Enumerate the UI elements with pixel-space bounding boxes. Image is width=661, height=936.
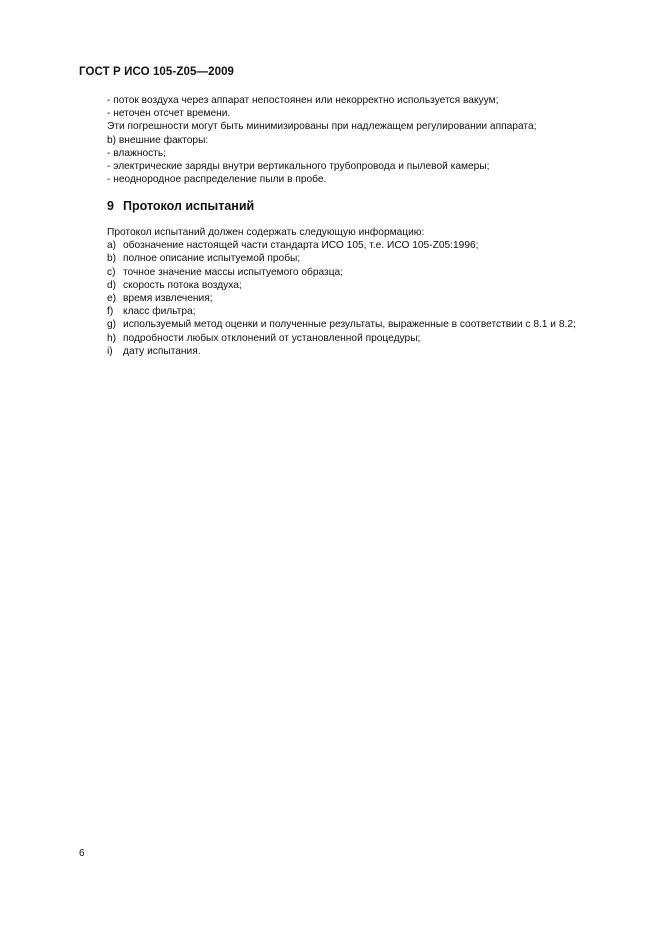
list-item [107, 239, 627, 252]
list-item [107, 279, 627, 292]
list-item-marker: b) [107, 253, 117, 265]
intro-text-block [107, 94, 627, 186]
list-item [107, 318, 627, 331]
list-item-text: класс фильтра; [123, 306, 196, 318]
list-item [107, 252, 627, 265]
list-item-text: полное описание испытуемой пробы; [123, 253, 301, 265]
intro-line: - влажность; [107, 147, 167, 159]
page-number: 6 [79, 848, 85, 859]
list-item [107, 332, 627, 345]
list-item-marker: d) [107, 279, 117, 291]
list-item-text: время извлечения; [123, 293, 213, 305]
intro-line: - электрические заряды внутри вертикального трубопровода и пылевой камеры; [107, 161, 490, 173]
list-item-marker: a) [107, 240, 117, 252]
list-item-text: обозначение настоящей части стандарта ИСО 105, т.е. ИСО 105-Z05:1996; [123, 240, 479, 252]
list-item-text: используемый метод оценки и полученные результаты, выраженные в соответствии с 8.1 и 8.2; [123, 319, 576, 331]
list-item [107, 292, 627, 305]
list-item [107, 266, 627, 279]
intro-line: Эти погрешности могут быть минимизированы при надлежащем регулировании аппарата; [107, 121, 537, 133]
list-item-marker: f) [107, 306, 114, 318]
list-item-marker: e) [107, 293, 117, 305]
section-number: 9 [107, 199, 114, 213]
list-item-text: подробности любых отклонений от установленной процедуры; [123, 332, 421, 344]
list-intro: Протокол испытаний должен содержать следующую информацию: [107, 227, 425, 238]
section-title: Протокол испытаний [123, 199, 255, 213]
list-item-marker: c) [107, 266, 116, 278]
section-heading [107, 199, 254, 213]
list-item-marker: i) [107, 345, 113, 357]
list-item-marker: h) [107, 332, 117, 344]
list-item-text: точное значение массы испытуемого образца; [123, 266, 344, 278]
intro-line: - поток воздуха через аппарат непостоянен или некорректно используется вакуум; [107, 95, 499, 106]
list-item-text: дату испытания. [123, 345, 201, 357]
intro-line: - неточен отсчет времени. [107, 108, 231, 120]
list-item [107, 345, 627, 358]
intro-line: - неоднородное распределение пыли в пробе. [107, 174, 327, 186]
report-requirements-list [107, 226, 627, 358]
intro-line: b) внешние факторы: [107, 134, 209, 146]
document-header-title: ГОСТ Р ИСО 105-Z05—2009 [79, 66, 235, 78]
list-item-text: скорость потока воздуха; [123, 279, 242, 291]
list-item [107, 305, 627, 318]
list-item-marker: g) [107, 319, 117, 331]
